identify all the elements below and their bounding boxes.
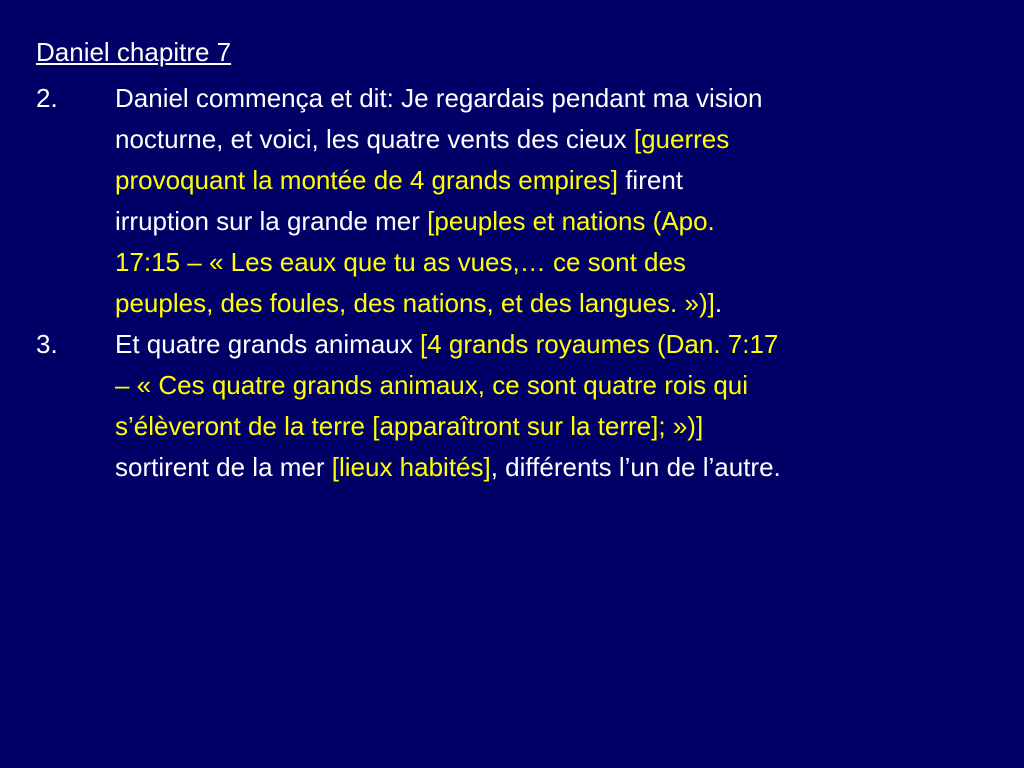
commentary-text: [guerres <box>633 124 730 154</box>
commentary-text: peuples, des foules, des nations, et des langues. »)] <box>115 288 715 318</box>
verse-line <box>115 324 996 365</box>
verse-text: sortirent de la mer <box>115 452 332 482</box>
commentary-text: – « Ces quatre grands animaux, ce sont quatre rois qui <box>115 370 749 400</box>
commentary-text: [peuples et nations (Apo. <box>427 206 715 236</box>
verse-list <box>36 78 996 488</box>
verse-line <box>115 160 996 201</box>
commentary-text: provoquant la montée de 4 grands empires] <box>115 165 618 195</box>
verse-item <box>36 78 996 324</box>
verse-line <box>115 78 996 119</box>
verse-text: Et quatre grands animaux <box>115 329 420 359</box>
commentary-text: [lieux habités] <box>331 452 491 482</box>
verse-line <box>115 283 996 324</box>
verse-text: nocturne, et voici, les quatre vents des cieux <box>115 124 634 154</box>
commentary-text: 17:15 – « Les eaux que tu as vues,… ce sont des <box>115 247 686 277</box>
verse-line <box>115 447 996 488</box>
verse-line <box>115 201 996 242</box>
verse-text: Daniel commença et dit: Je regardais pendant ma vision <box>115 83 763 113</box>
verse-line <box>115 406 996 447</box>
verse-line <box>115 119 996 160</box>
verse-text: . <box>714 288 723 318</box>
verse-text: irruption sur la grande mer <box>115 206 428 236</box>
commentary-text: s’élèveront de la terre [apparaîtront sur la terre]; »)] <box>115 411 704 441</box>
commentary-text: [4 grands royaumes (Dan. 7:17 <box>419 329 779 359</box>
slide-title: Daniel chapitre 7 <box>36 37 232 67</box>
verse-number: 3. <box>36 329 58 359</box>
verse-line <box>115 242 996 283</box>
verse-line <box>115 365 996 406</box>
verse-number: 2. <box>36 83 58 113</box>
verse-text: , différents l’un de l’autre. <box>490 452 781 482</box>
verse-item <box>36 324 996 488</box>
verse-text: firent <box>617 165 684 195</box>
